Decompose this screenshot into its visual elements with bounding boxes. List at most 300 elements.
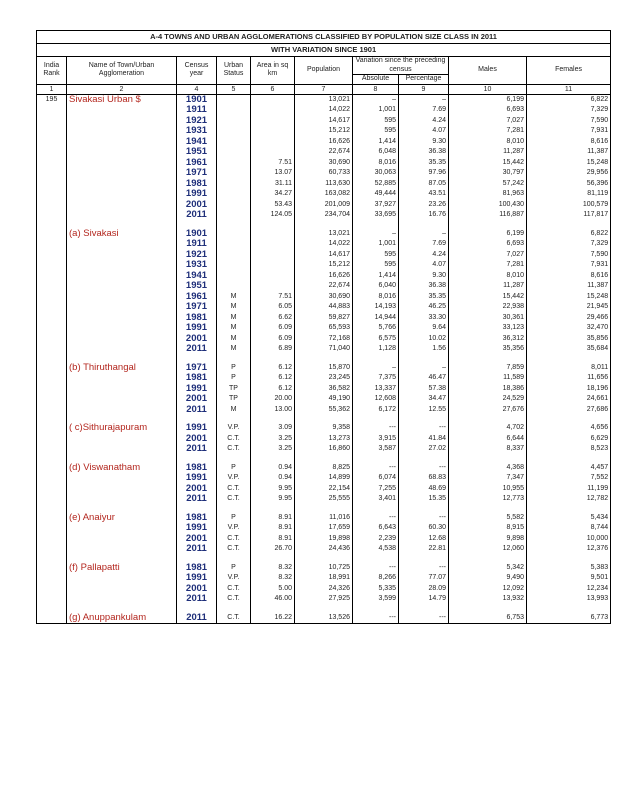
urban-status-cell <box>217 94 251 105</box>
percentage-variation-cell: 46.25 <box>399 302 449 313</box>
absolute-variation-cell: 14,193 <box>353 302 399 313</box>
population-cell: 55,362 <box>295 405 353 416</box>
population-cell: 14,617 <box>295 250 353 261</box>
india-rank-cell <box>37 179 67 190</box>
absolute-variation-cell: 6,172 <box>353 405 399 416</box>
area-cell <box>251 116 295 127</box>
urban-status-cell: M <box>217 405 251 416</box>
females-cell: 12,234 <box>527 584 611 595</box>
header-population: Population <box>295 57 353 85</box>
column-number: 5 <box>217 84 251 94</box>
population-cell: 17,659 <box>295 523 353 534</box>
females-cell: 6,629 <box>527 434 611 445</box>
percentage-variation-cell: 87.05 <box>399 179 449 190</box>
spacer-cell <box>399 221 449 229</box>
area-cell: 6.62 <box>251 313 295 324</box>
table-row <box>37 444 611 455</box>
table-title: A-4 TOWNS AND URBAN AGGLOMERATIONS CLASSIFIED BY POPULATION SIZE CLASS IN 2011 <box>37 31 611 44</box>
spacer-cell <box>527 505 611 513</box>
population-cell: 72,168 <box>295 334 353 345</box>
spacer-cell <box>527 555 611 563</box>
population-cell: 13,273 <box>295 434 353 445</box>
spacer-cell <box>217 221 251 229</box>
population-cell: 14,899 <box>295 473 353 484</box>
absolute-variation-cell: 30,063 <box>353 168 399 179</box>
spacer-cell <box>449 455 527 463</box>
town-name-cell <box>67 126 177 137</box>
population-cell: 30,690 <box>295 292 353 303</box>
town-name-cell <box>67 573 177 584</box>
percentage-variation-cell: 34.47 <box>399 394 449 405</box>
india-rank-cell <box>37 313 67 324</box>
table-row <box>37 189 611 200</box>
urban-status-cell: C.T. <box>217 584 251 595</box>
percentage-variation-cell: 35.35 <box>399 158 449 169</box>
spacer-cell <box>37 455 67 463</box>
spacer-cell <box>67 555 177 563</box>
census-year-cell: 2011 <box>177 494 217 505</box>
india-rank-cell <box>37 105 67 116</box>
town-name-cell <box>67 384 177 395</box>
males-cell: 6,693 <box>449 239 527 250</box>
town-name-cell <box>67 210 177 221</box>
absolute-variation-cell: --- <box>353 423 399 434</box>
males-cell: 6,644 <box>449 434 527 445</box>
percentage-variation-cell: 22.81 <box>399 544 449 555</box>
percentage-variation-cell: 36.38 <box>399 147 449 158</box>
spacer-cell <box>217 455 251 463</box>
absolute-variation-cell: 13,337 <box>353 384 399 395</box>
urban-status-cell: C.T. <box>217 613 251 624</box>
population-cell: 8,825 <box>295 463 353 474</box>
spacer-cell <box>217 605 251 613</box>
spacer-cell <box>527 221 611 229</box>
census-year-cell: 1921 <box>177 116 217 127</box>
absolute-variation-cell: 6,040 <box>353 281 399 292</box>
percentage-variation-cell: – <box>399 229 449 240</box>
census-year-cell: 2001 <box>177 484 217 495</box>
spacer-row <box>37 505 611 513</box>
absolute-variation-cell: 595 <box>353 126 399 137</box>
population-cell: 10,725 <box>295 563 353 574</box>
urban-status-cell <box>217 200 251 211</box>
spacer-cell <box>177 505 217 513</box>
spacer-cell <box>177 455 217 463</box>
percentage-variation-cell: --- <box>399 423 449 434</box>
females-cell: 5,434 <box>527 513 611 524</box>
population-cell: 65,593 <box>295 323 353 334</box>
town-name-cell <box>67 260 177 271</box>
absolute-variation-cell: – <box>353 94 399 105</box>
india-rank-cell <box>37 334 67 345</box>
percentage-variation-cell: 48.69 <box>399 484 449 495</box>
percentage-variation-cell: --- <box>399 563 449 574</box>
area-cell: 6.09 <box>251 334 295 345</box>
table-row <box>37 594 611 605</box>
census-year-cell: 1991 <box>177 323 217 334</box>
india-rank-cell <box>37 239 67 250</box>
table-row <box>37 494 611 505</box>
spacer-cell <box>527 605 611 613</box>
spacer-cell <box>449 415 527 423</box>
town-name-cell: (a) Sivakasi <box>67 229 177 240</box>
town-name-cell: (g) Anuppankulam <box>67 613 177 624</box>
spacer-cell <box>527 355 611 363</box>
town-name-cell <box>67 444 177 455</box>
india-rank-cell <box>37 423 67 434</box>
urban-status-cell <box>217 158 251 169</box>
table-row <box>37 463 611 474</box>
urban-status-cell: C.T. <box>217 534 251 545</box>
population-cell: 13,526 <box>295 613 353 624</box>
absolute-variation-cell: 12,608 <box>353 394 399 405</box>
urban-status-cell: C.T. <box>217 484 251 495</box>
females-cell: 35,856 <box>527 334 611 345</box>
india-rank-cell <box>37 484 67 495</box>
census-year-cell: 2001 <box>177 584 217 595</box>
table-row <box>37 344 611 355</box>
population-cell: 14,022 <box>295 239 353 250</box>
males-cell: 30,361 <box>449 313 527 324</box>
table-row <box>37 534 611 545</box>
absolute-variation-cell: 1,414 <box>353 271 399 282</box>
table-row <box>37 116 611 127</box>
urban-status-cell: TP <box>217 384 251 395</box>
females-cell: 24,661 <box>527 394 611 405</box>
percentage-variation-cell: 15.35 <box>399 494 449 505</box>
females-cell: 15,248 <box>527 158 611 169</box>
percentage-variation-cell: 4.24 <box>399 250 449 261</box>
males-cell: 8,915 <box>449 523 527 534</box>
absolute-variation-cell: 1,414 <box>353 137 399 148</box>
area-cell: 46.00 <box>251 594 295 605</box>
urban-status-cell <box>217 229 251 240</box>
town-name-cell: (f) Pallapatti <box>67 563 177 574</box>
area-cell: 3.25 <box>251 434 295 445</box>
area-cell: 6.09 <box>251 323 295 334</box>
spacer-cell <box>295 355 353 363</box>
females-cell: 21,945 <box>527 302 611 313</box>
percentage-variation-cell: 60.30 <box>399 523 449 534</box>
males-cell: 12,060 <box>449 544 527 555</box>
spacer-cell <box>449 555 527 563</box>
india-rank-cell <box>37 584 67 595</box>
area-cell <box>251 105 295 116</box>
spacer-cell <box>251 505 295 513</box>
urban-status-cell: C.T. <box>217 494 251 505</box>
females-cell: 15,248 <box>527 292 611 303</box>
population-cell: 15,870 <box>295 363 353 374</box>
percentage-variation-cell: – <box>399 363 449 374</box>
population-cell: 27,925 <box>295 594 353 605</box>
area-cell: 5.00 <box>251 584 295 595</box>
town-name-cell: (e) Anaiyur <box>67 513 177 524</box>
urban-status-cell <box>217 147 251 158</box>
population-cell: 22,674 <box>295 147 353 158</box>
spacer-cell <box>67 355 177 363</box>
table-row <box>37 147 611 158</box>
spacer-cell <box>353 505 399 513</box>
females-cell: 11,199 <box>527 484 611 495</box>
town-name-cell <box>67 239 177 250</box>
males-cell: 35,356 <box>449 344 527 355</box>
spacer-cell <box>217 555 251 563</box>
spacer-cell <box>67 455 177 463</box>
females-cell: 8,011 <box>527 363 611 374</box>
town-name-cell <box>67 200 177 211</box>
females-cell: 56,396 <box>527 179 611 190</box>
town-name-cell <box>67 168 177 179</box>
area-cell: 26.70 <box>251 544 295 555</box>
census-year-cell: 1931 <box>177 260 217 271</box>
percentage-variation-cell: 9.30 <box>399 271 449 282</box>
census-year-cell: 1911 <box>177 239 217 250</box>
spacer-cell <box>527 455 611 463</box>
percentage-variation-cell: 41.84 <box>399 434 449 445</box>
census-table <box>36 30 611 624</box>
census-year-cell: 1961 <box>177 158 217 169</box>
census-year-cell: 1991 <box>177 384 217 395</box>
urban-status-cell <box>217 126 251 137</box>
census-year-cell: 1961 <box>177 292 217 303</box>
percentage-variation-cell: 10.02 <box>399 334 449 345</box>
census-year-cell: 1991 <box>177 423 217 434</box>
spacer-cell <box>399 505 449 513</box>
spacer-row <box>37 455 611 463</box>
absolute-variation-cell: 595 <box>353 260 399 271</box>
india-rank-cell <box>37 544 67 555</box>
india-rank-cell <box>37 158 67 169</box>
area-cell: 6.89 <box>251 344 295 355</box>
table-row <box>37 563 611 574</box>
table-row <box>37 513 611 524</box>
india-rank-cell <box>37 323 67 334</box>
column-number: 1 <box>37 84 67 94</box>
india-rank-cell <box>37 260 67 271</box>
urban-status-cell: M <box>217 323 251 334</box>
town-name-cell: (b) Thiruthangal <box>67 363 177 374</box>
census-year-cell: 2001 <box>177 334 217 345</box>
population-cell: 113,630 <box>295 179 353 190</box>
table-row <box>37 179 611 190</box>
census-year-cell: 1981 <box>177 563 217 574</box>
area-cell: 8.32 <box>251 563 295 574</box>
population-cell: 14,022 <box>295 105 353 116</box>
table-row <box>37 94 611 105</box>
females-cell: 7,329 <box>527 105 611 116</box>
column-number: 6 <box>251 84 295 94</box>
urban-status-cell: M <box>217 344 251 355</box>
column-number: 10 <box>449 84 527 94</box>
males-cell: 30,797 <box>449 168 527 179</box>
column-number: 7 <box>295 84 353 94</box>
females-cell: 8,616 <box>527 271 611 282</box>
absolute-variation-cell: 3,401 <box>353 494 399 505</box>
spacer-cell <box>295 605 353 613</box>
urban-status-cell <box>217 239 251 250</box>
absolute-variation-cell: 7,375 <box>353 373 399 384</box>
area-cell: 31.11 <box>251 179 295 190</box>
percentage-variation-cell: --- <box>399 513 449 524</box>
urban-status-cell: V.P. <box>217 473 251 484</box>
table-row <box>37 239 611 250</box>
males-cell: 7,281 <box>449 260 527 271</box>
population-cell: 60,733 <box>295 168 353 179</box>
header-urban-status: Urban Status <box>217 57 251 85</box>
town-name-cell: ( c)Sithurajapuram <box>67 423 177 434</box>
india-rank-cell <box>37 229 67 240</box>
area-cell: 34.27 <box>251 189 295 200</box>
town-name-cell <box>67 373 177 384</box>
absolute-variation-cell: --- <box>353 563 399 574</box>
urban-status-cell: V.P. <box>217 573 251 584</box>
spacer-cell <box>295 505 353 513</box>
town-name-cell <box>67 179 177 190</box>
spacer-cell <box>449 355 527 363</box>
area-cell: 9.95 <box>251 494 295 505</box>
town-name-cell <box>67 147 177 158</box>
table-row <box>37 334 611 345</box>
absolute-variation-cell: 4,538 <box>353 544 399 555</box>
area-cell <box>251 137 295 148</box>
census-year-cell: 1941 <box>177 271 217 282</box>
town-name-cell <box>67 434 177 445</box>
absolute-variation-cell: --- <box>353 613 399 624</box>
spacer-cell <box>353 605 399 613</box>
spacer-cell <box>251 555 295 563</box>
area-cell: 8.91 <box>251 523 295 534</box>
percentage-variation-cell: 46.47 <box>399 373 449 384</box>
census-year-cell: 1951 <box>177 281 217 292</box>
population-cell: 13,021 <box>295 94 353 105</box>
census-year-cell: 1981 <box>177 313 217 324</box>
females-cell: 35,684 <box>527 344 611 355</box>
india-rank-cell <box>37 534 67 545</box>
absolute-variation-cell: 5,766 <box>353 323 399 334</box>
percentage-variation-cell: 14.79 <box>399 594 449 605</box>
absolute-variation-cell: 3,587 <box>353 444 399 455</box>
population-cell: 22,674 <box>295 281 353 292</box>
spacer-cell <box>37 555 67 563</box>
town-name-cell <box>67 271 177 282</box>
header-india-rank: India Rank <box>37 57 67 85</box>
absolute-variation-cell: 6,074 <box>353 473 399 484</box>
table-row <box>37 126 611 137</box>
town-name-cell <box>67 594 177 605</box>
india-rank-cell <box>37 363 67 374</box>
table-row <box>37 271 611 282</box>
census-year-cell: 1971 <box>177 363 217 374</box>
population-cell: 16,626 <box>295 137 353 148</box>
urban-status-cell: P <box>217 463 251 474</box>
percentage-variation-cell: 27.02 <box>399 444 449 455</box>
population-cell: 30,690 <box>295 158 353 169</box>
males-cell: 24,529 <box>449 394 527 405</box>
population-cell: 22,154 <box>295 484 353 495</box>
table-row <box>37 394 611 405</box>
column-number: 9 <box>399 84 449 94</box>
india-rank-cell <box>37 168 67 179</box>
urban-status-cell <box>217 168 251 179</box>
census-year-cell: 1911 <box>177 105 217 116</box>
spacer-cell <box>37 415 67 423</box>
area-cell: 6.12 <box>251 384 295 395</box>
spacer-cell <box>177 605 217 613</box>
area-cell: 8.91 <box>251 534 295 545</box>
area-cell: 6.12 <box>251 373 295 384</box>
area-cell <box>251 147 295 158</box>
urban-status-cell: M <box>217 313 251 324</box>
females-cell: 7,552 <box>527 473 611 484</box>
column-number: 4 <box>177 84 217 94</box>
males-cell: 15,442 <box>449 292 527 303</box>
males-cell: 33,123 <box>449 323 527 334</box>
females-cell: 32,470 <box>527 323 611 334</box>
spacer-cell <box>177 221 217 229</box>
town-name-cell <box>67 105 177 116</box>
table-row <box>37 384 611 395</box>
urban-status-cell: P <box>217 513 251 524</box>
census-year-cell: 2011 <box>177 344 217 355</box>
town-name-cell <box>67 313 177 324</box>
males-cell: 9,898 <box>449 534 527 545</box>
urban-status-cell <box>217 189 251 200</box>
table-row <box>37 302 611 313</box>
females-cell: 18,196 <box>527 384 611 395</box>
town-name-cell <box>67 158 177 169</box>
spacer-row <box>37 555 611 563</box>
percentage-variation-cell: 68.83 <box>399 473 449 484</box>
population-cell: 163,082 <box>295 189 353 200</box>
spacer-cell <box>527 415 611 423</box>
spacer-cell <box>251 355 295 363</box>
census-year-cell: 1971 <box>177 168 217 179</box>
absolute-variation-cell: 3,915 <box>353 434 399 445</box>
urban-status-cell <box>217 260 251 271</box>
town-name-cell <box>67 250 177 261</box>
urban-status-cell: C.T. <box>217 434 251 445</box>
india-rank-cell: 195 <box>37 94 67 105</box>
percentage-variation-cell: 97.96 <box>399 168 449 179</box>
population-cell: 19,898 <box>295 534 353 545</box>
absolute-variation-cell: 595 <box>353 250 399 261</box>
absolute-variation-cell: 6,643 <box>353 523 399 534</box>
table-row <box>37 584 611 595</box>
absolute-variation-cell: --- <box>353 513 399 524</box>
census-year-cell: 1991 <box>177 523 217 534</box>
urban-status-cell: C.T. <box>217 594 251 605</box>
india-rank-cell <box>37 147 67 158</box>
table-row <box>37 473 611 484</box>
table-subtitle: WITH VARIATION SINCE 1901 <box>37 44 611 57</box>
females-cell: 11,387 <box>527 147 611 158</box>
india-rank-cell <box>37 463 67 474</box>
females-cell: 11,387 <box>527 281 611 292</box>
males-cell: 81,963 <box>449 189 527 200</box>
population-cell: 13,021 <box>295 229 353 240</box>
females-cell: 12,782 <box>527 494 611 505</box>
population-cell: 71,040 <box>295 344 353 355</box>
town-name-cell <box>67 484 177 495</box>
area-cell <box>251 126 295 137</box>
females-cell: 117,817 <box>527 210 611 221</box>
spacer-cell <box>399 455 449 463</box>
india-rank-cell <box>37 513 67 524</box>
town-name-cell <box>67 302 177 313</box>
india-rank-cell <box>37 434 67 445</box>
area-cell: 8.32 <box>251 573 295 584</box>
males-cell: 6,199 <box>449 94 527 105</box>
